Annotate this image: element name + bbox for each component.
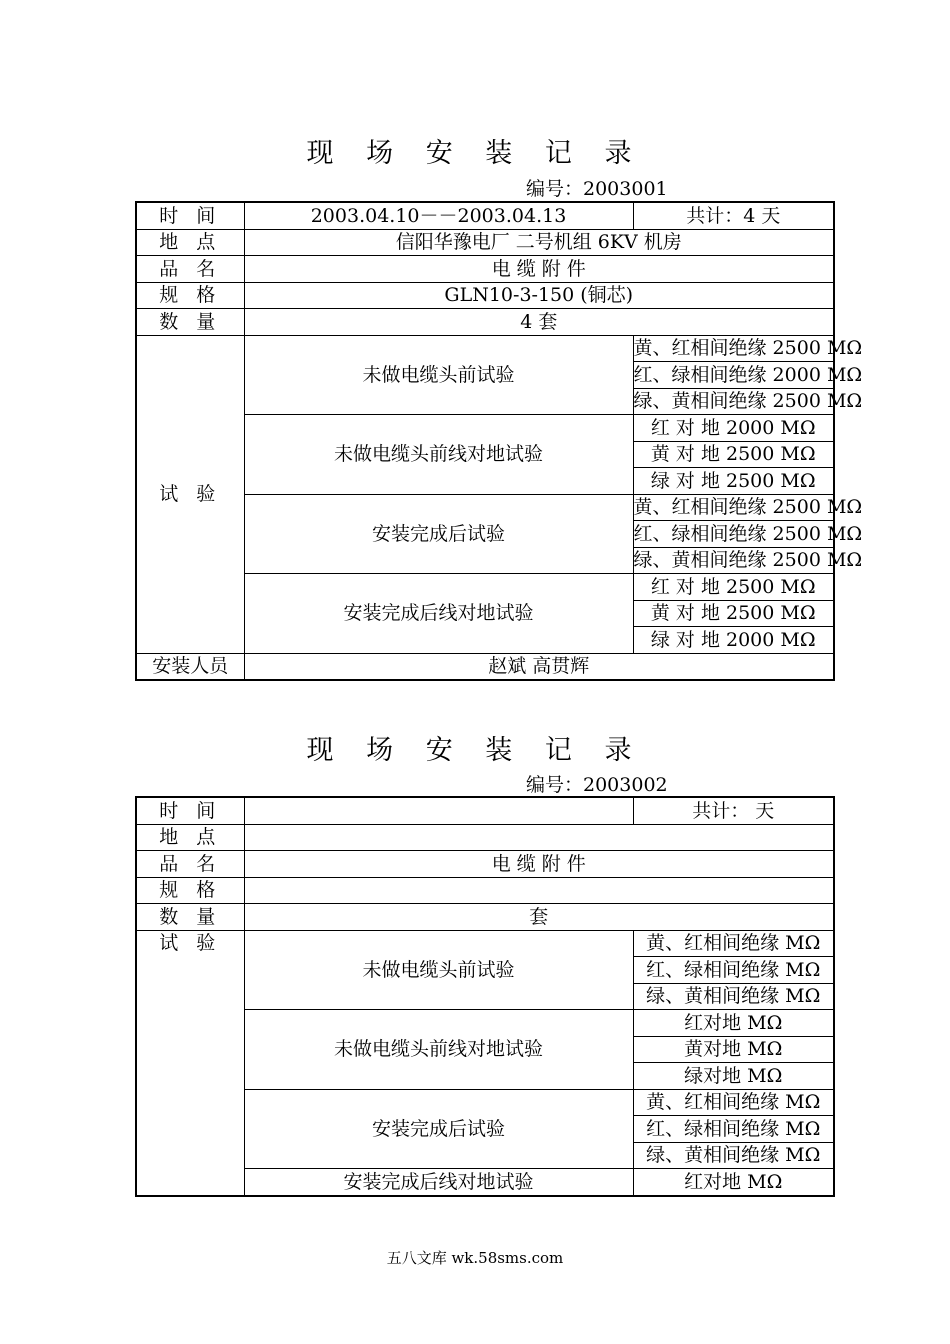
time-value: 2003.04.10－－2003.04.13 (244, 202, 633, 229)
test-group-name: 安装完成后线对地试验 (244, 1169, 633, 1196)
test-result: 绿、黄相间绝缘 MΩ (633, 1142, 834, 1169)
test-group-name: 未做电缆头前线对地试验 (244, 1010, 633, 1090)
product-label: 品 名 (136, 851, 244, 878)
test-result: 黄 对 地 2500 MΩ (633, 600, 834, 627)
test-group-name: 安装完成后试验 (244, 1089, 633, 1169)
test-result: 绿对地 MΩ (633, 1063, 834, 1090)
product-value: 电 缆 附 件 (244, 851, 834, 878)
record-2-table (135, 796, 835, 1197)
place-label: 地 点 (136, 824, 244, 851)
test-result: 红对地 MΩ (633, 1169, 834, 1196)
test-result: 红 对 地 2000 MΩ (633, 415, 834, 442)
test-result: 黄、红相间绝缘 MΩ (633, 1089, 834, 1116)
record-2-title: 现 场 安 装 记 录 (306, 735, 644, 766)
test-result: 绿、黄相间绝缘 MΩ (633, 983, 834, 1010)
spec-label: 规 格 (136, 877, 244, 904)
time-label: 时 间 (136, 202, 244, 229)
test-group-name: 未做电缆头前线对地试验 (244, 415, 633, 495)
record-1-table (135, 201, 863, 681)
test-result: 绿、黄相间绝缘 2500 MΩ (633, 547, 834, 574)
test-result: 绿 对 地 2000 MΩ (633, 627, 834, 654)
quantity-value: 套 (244, 904, 834, 931)
place-value (244, 824, 834, 851)
time-value (244, 797, 633, 824)
test-result: 红、绿相间绝缘 MΩ (633, 1116, 834, 1143)
spec-label: 规 格 (136, 282, 244, 309)
footer-watermark: 五八文库 wk.58sms.com (386, 1249, 564, 1267)
product-label: 品 名 (136, 256, 244, 283)
test-result: 黄 对 地 2500 MΩ (633, 441, 834, 468)
spec-value: GLN10-3-150 (铜芯) (244, 282, 834, 309)
test-result: 红、绿相间绝缘 2000 MΩ (633, 362, 834, 389)
test-result: 红、绿相间绝缘 2500 MΩ (633, 521, 834, 548)
test-group-name: 未做电缆头前试验 (244, 335, 633, 415)
total-days: 共计： 天 (633, 797, 834, 824)
test-result: 黄、红相间绝缘 2500 MΩ (633, 335, 834, 362)
product-value: 电 缆 附 件 (244, 256, 834, 283)
quantity-label: 数 量 (136, 309, 244, 336)
record-1-number: 编号：2003001 (526, 178, 668, 200)
test-result: 红 对 地 2500 MΩ (633, 574, 834, 601)
spec-value (244, 877, 834, 904)
installer-value: 赵斌 高贯辉 (244, 653, 834, 680)
test-group-name: 未做电缆头前试验 (244, 930, 633, 1010)
record-2-number: 编号：2003002 (526, 774, 668, 796)
place-label: 地 点 (136, 229, 244, 256)
total-days: 共计：4 天 (633, 202, 834, 229)
test-label: 试 验 (136, 335, 244, 653)
test-group-name: 安装完成后线对地试验 (244, 574, 633, 654)
record-1-title: 现 场 安 装 记 录 (306, 138, 644, 169)
quantity-label: 数 量 (136, 904, 244, 931)
test-result: 绿 对 地 2500 MΩ (633, 468, 834, 495)
place-value: 信阳华豫电厂 二号机组 6KV 机房 (244, 229, 834, 256)
quantity-value: 4 套 (244, 309, 834, 336)
time-label: 时 间 (136, 797, 244, 824)
test-result: 黄、红相间绝缘 MΩ (633, 930, 834, 957)
test-result: 绿、黄相间绝缘 2500 MΩ (633, 388, 834, 415)
test-label: 试 验 (136, 930, 244, 1196)
test-result: 黄对地 MΩ (633, 1036, 834, 1063)
test-group-name: 安装完成后试验 (244, 494, 633, 574)
test-result: 黄、红相间绝缘 2500 MΩ (633, 494, 834, 521)
installer-label: 安装人员 (136, 653, 244, 680)
test-result: 红、绿相间绝缘 MΩ (633, 957, 834, 984)
test-result: 红对地 MΩ (633, 1010, 834, 1037)
